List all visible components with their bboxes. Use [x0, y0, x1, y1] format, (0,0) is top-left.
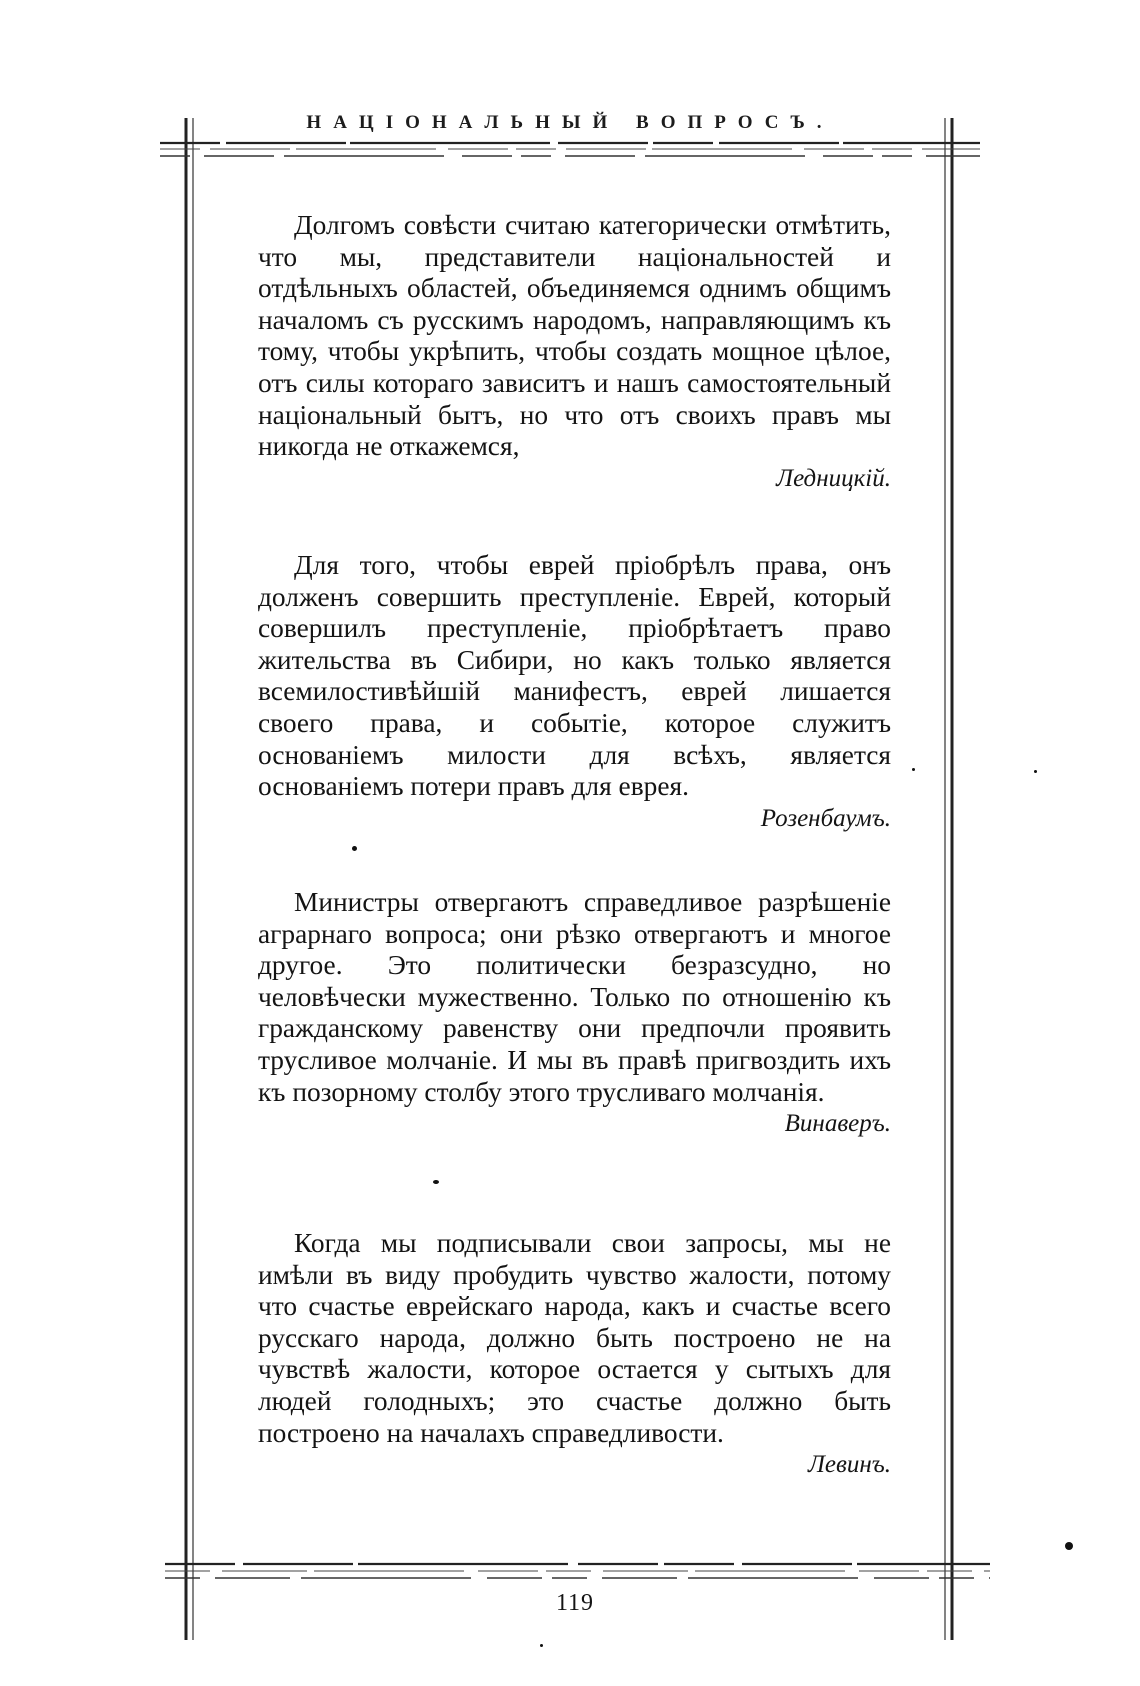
quote-text: Долгомъ совѣсти считаю категорически отмѣтить, что мы, представители національностей и отдѣльныхъ областей, объединяемся однимъ общимъ началомъ съ русскимъ народомъ, направляющимъ къ тому, чтобы укрѣпить, чтобы создать мощное цѣлое, отъ силы котораго зависитъ и нашъ самостоятельный національный бытъ, но что отъ своихъ правъ мы никогда не откажемся,	[258, 210, 891, 462]
quote-text: Когда мы подписывали свои запросы, мы не имѣли въ виду пробудить чувство жалости, потому что счастье еврейскаго народа, какъ и счастье всего русскаго народа, должно быть построено не на чувствѣ жалости, которое остается у сытыхъ для людей голодныхъ; это счастье должно быть построено на началахъ справедливости.	[258, 1228, 891, 1448]
scan-speck	[352, 846, 357, 851]
scan-speck	[1065, 1542, 1073, 1550]
scan-speck	[912, 768, 915, 771]
quote-text: Министры отвергаютъ справедливое разрѣшеніе аграрнаго вопроса; они рѣзко отвергаютъ и многое другое. Это политически безразсудно, но человѣчески мужественно. Только по отношенію къ гражданскому равенству они предпочли проявить трусливое молчаніе. И мы въ правѣ пригвоздить ихъ къ позорному столбу этого трусливаго молчанія.	[258, 887, 891, 1107]
page-number: 119	[555, 1590, 595, 1616]
scan-speck	[433, 1180, 439, 1184]
quote-author: Винаверъ.	[784, 1110, 891, 1138]
scan-speck	[1034, 770, 1037, 773]
quote-block	[258, 1228, 891, 1485]
scan-speck	[540, 1644, 543, 1647]
quote-author: Розенбаумъ.	[760, 804, 891, 832]
quote-author: Левинъ.	[807, 1451, 891, 1479]
quote-block	[258, 550, 891, 839]
quote-author: Ледницкій.	[776, 464, 891, 492]
quote-block	[258, 210, 891, 499]
quote-text: Для того, чтобы еврей пріобрѣлъ права, онъ долженъ совершить преступленіе. Еврей, который совершилъ преступленіе, пріобрѣтаетъ право жительства въ Сибири, но какъ только является всемилостивѣйшій манифестъ, еврей лишается своего права, и событіе, которое служитъ основаніемъ милости для всѣхъ, является основаніемъ потери правъ для еврея.	[258, 550, 891, 802]
running-title: НАЦIОНАЛЬНЫЙ ВОПРОСЪ.	[306, 112, 834, 133]
quote-block	[258, 887, 891, 1144]
